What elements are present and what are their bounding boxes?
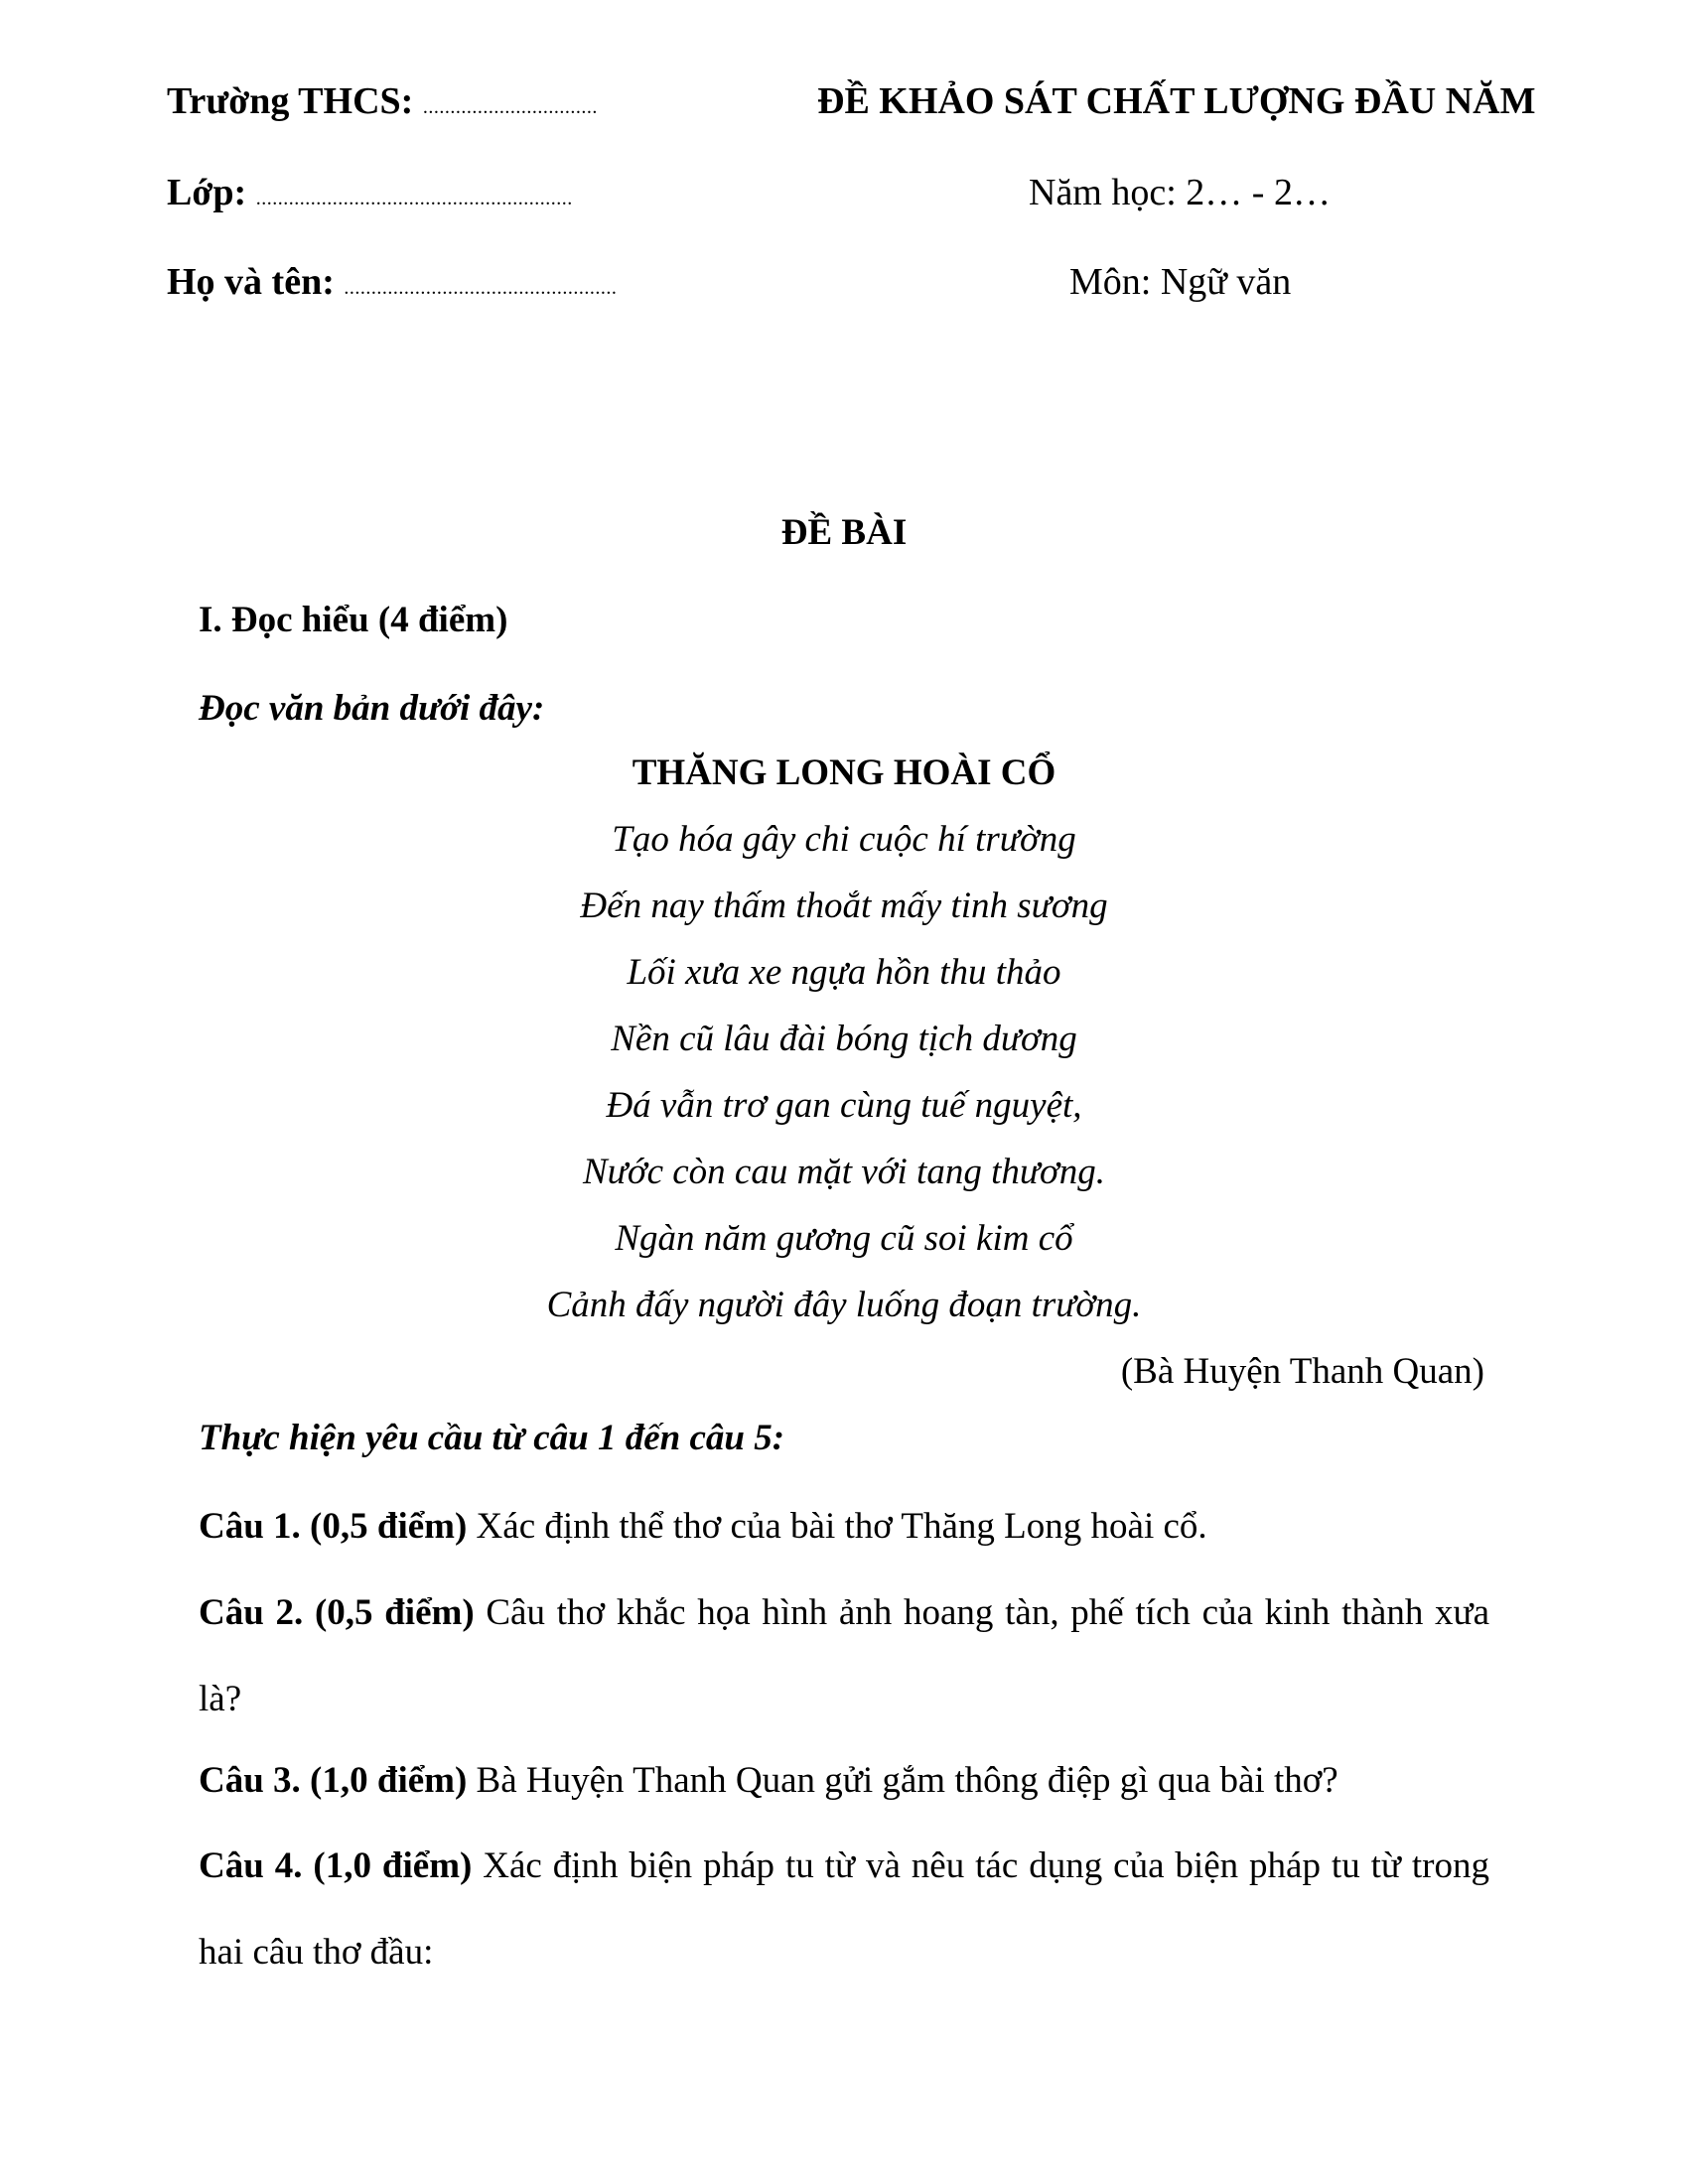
poem-line: Đến nay thấm thoắt mấy tinh sương xyxy=(580,886,1108,926)
name-blank: .................................................. xyxy=(344,277,618,299)
question-label: Câu 3. (1,0 điểm) xyxy=(199,1760,468,1801)
name-label: Họ và tên: xyxy=(167,261,335,303)
question-label: Câu 2. (0,5 điểm) xyxy=(199,1592,475,1633)
poem-line: Tạo hóa gây chi cuộc hí trường xyxy=(612,819,1076,860)
task-instruction: Thực hiện yêu cầu từ câu 1 đến câu 5: xyxy=(199,1418,785,1458)
question-text: Xác định thể thơ của bài thơ Thăng Long hoài cổ. xyxy=(467,1506,1207,1547)
poem-line: Ngàn năm gương cũ soi kim cổ xyxy=(615,1218,1073,1259)
poem-line: Nước còn cau mặt với tang thương. xyxy=(582,1152,1106,1192)
name-field xyxy=(167,260,617,304)
school-blank: ................................ xyxy=(422,96,598,118)
question-item xyxy=(199,1483,1489,1570)
school-label: Trường THCS: xyxy=(167,80,414,122)
school-year: Năm học: 2… - 2… xyxy=(1029,172,1331,213)
poem-line: Đá vẫn trơ gan cùng tuế nguyệt, xyxy=(606,1085,1082,1126)
question-text: Câu thơ khắc họa hình ảnh hoang tàn, phế tích của kinh thành xưa là? xyxy=(199,1592,1489,1719)
exam-title: ĐỀ KHẢO SÁT CHẤT LƯỢNG ĐẦU NĂM xyxy=(817,80,1536,122)
page-title: ĐỀ BÀI xyxy=(780,512,908,553)
poem-line: Nền cũ lâu đài bóng tịch dương xyxy=(611,1019,1077,1059)
class-blank: .......................................................... xyxy=(255,188,573,209)
read-instruction: Đọc văn bản dưới đây: xyxy=(199,688,545,729)
class-field xyxy=(167,171,573,214)
question-label: Câu 4. (1,0 điểm) xyxy=(199,1845,473,1886)
question-item xyxy=(199,1823,1489,1995)
question-text: Bà Huyện Thanh Quan gửi gắm thông điệp gì qua bài thơ? xyxy=(467,1760,1338,1801)
poem-line: Cảnh đấy người đây luống đoạn trường. xyxy=(546,1285,1142,1325)
question-text: Xác định biện pháp tu từ và nêu tác dụng của biện pháp tu từ trong hai câu thơ đầu: xyxy=(199,1845,1489,1973)
section-title-reading: I. Đọc hiểu (4 điểm) xyxy=(199,600,508,640)
subject: Môn: Ngữ văn xyxy=(1069,261,1292,303)
poem-title: THĂNG LONG HOÀI CỔ xyxy=(632,752,1056,793)
poem-line: Lối xưa xe ngựa hồn thu thảo xyxy=(627,952,1061,993)
class-label: Lớp: xyxy=(167,172,247,213)
question-item xyxy=(199,1737,1489,1824)
poem-author: (Bà Huyện Thanh Quan) xyxy=(1120,1351,1484,1392)
question-item xyxy=(199,1570,1489,1742)
question-label: Câu 1. (0,5 điểm) xyxy=(199,1506,468,1547)
school-field xyxy=(167,79,598,123)
